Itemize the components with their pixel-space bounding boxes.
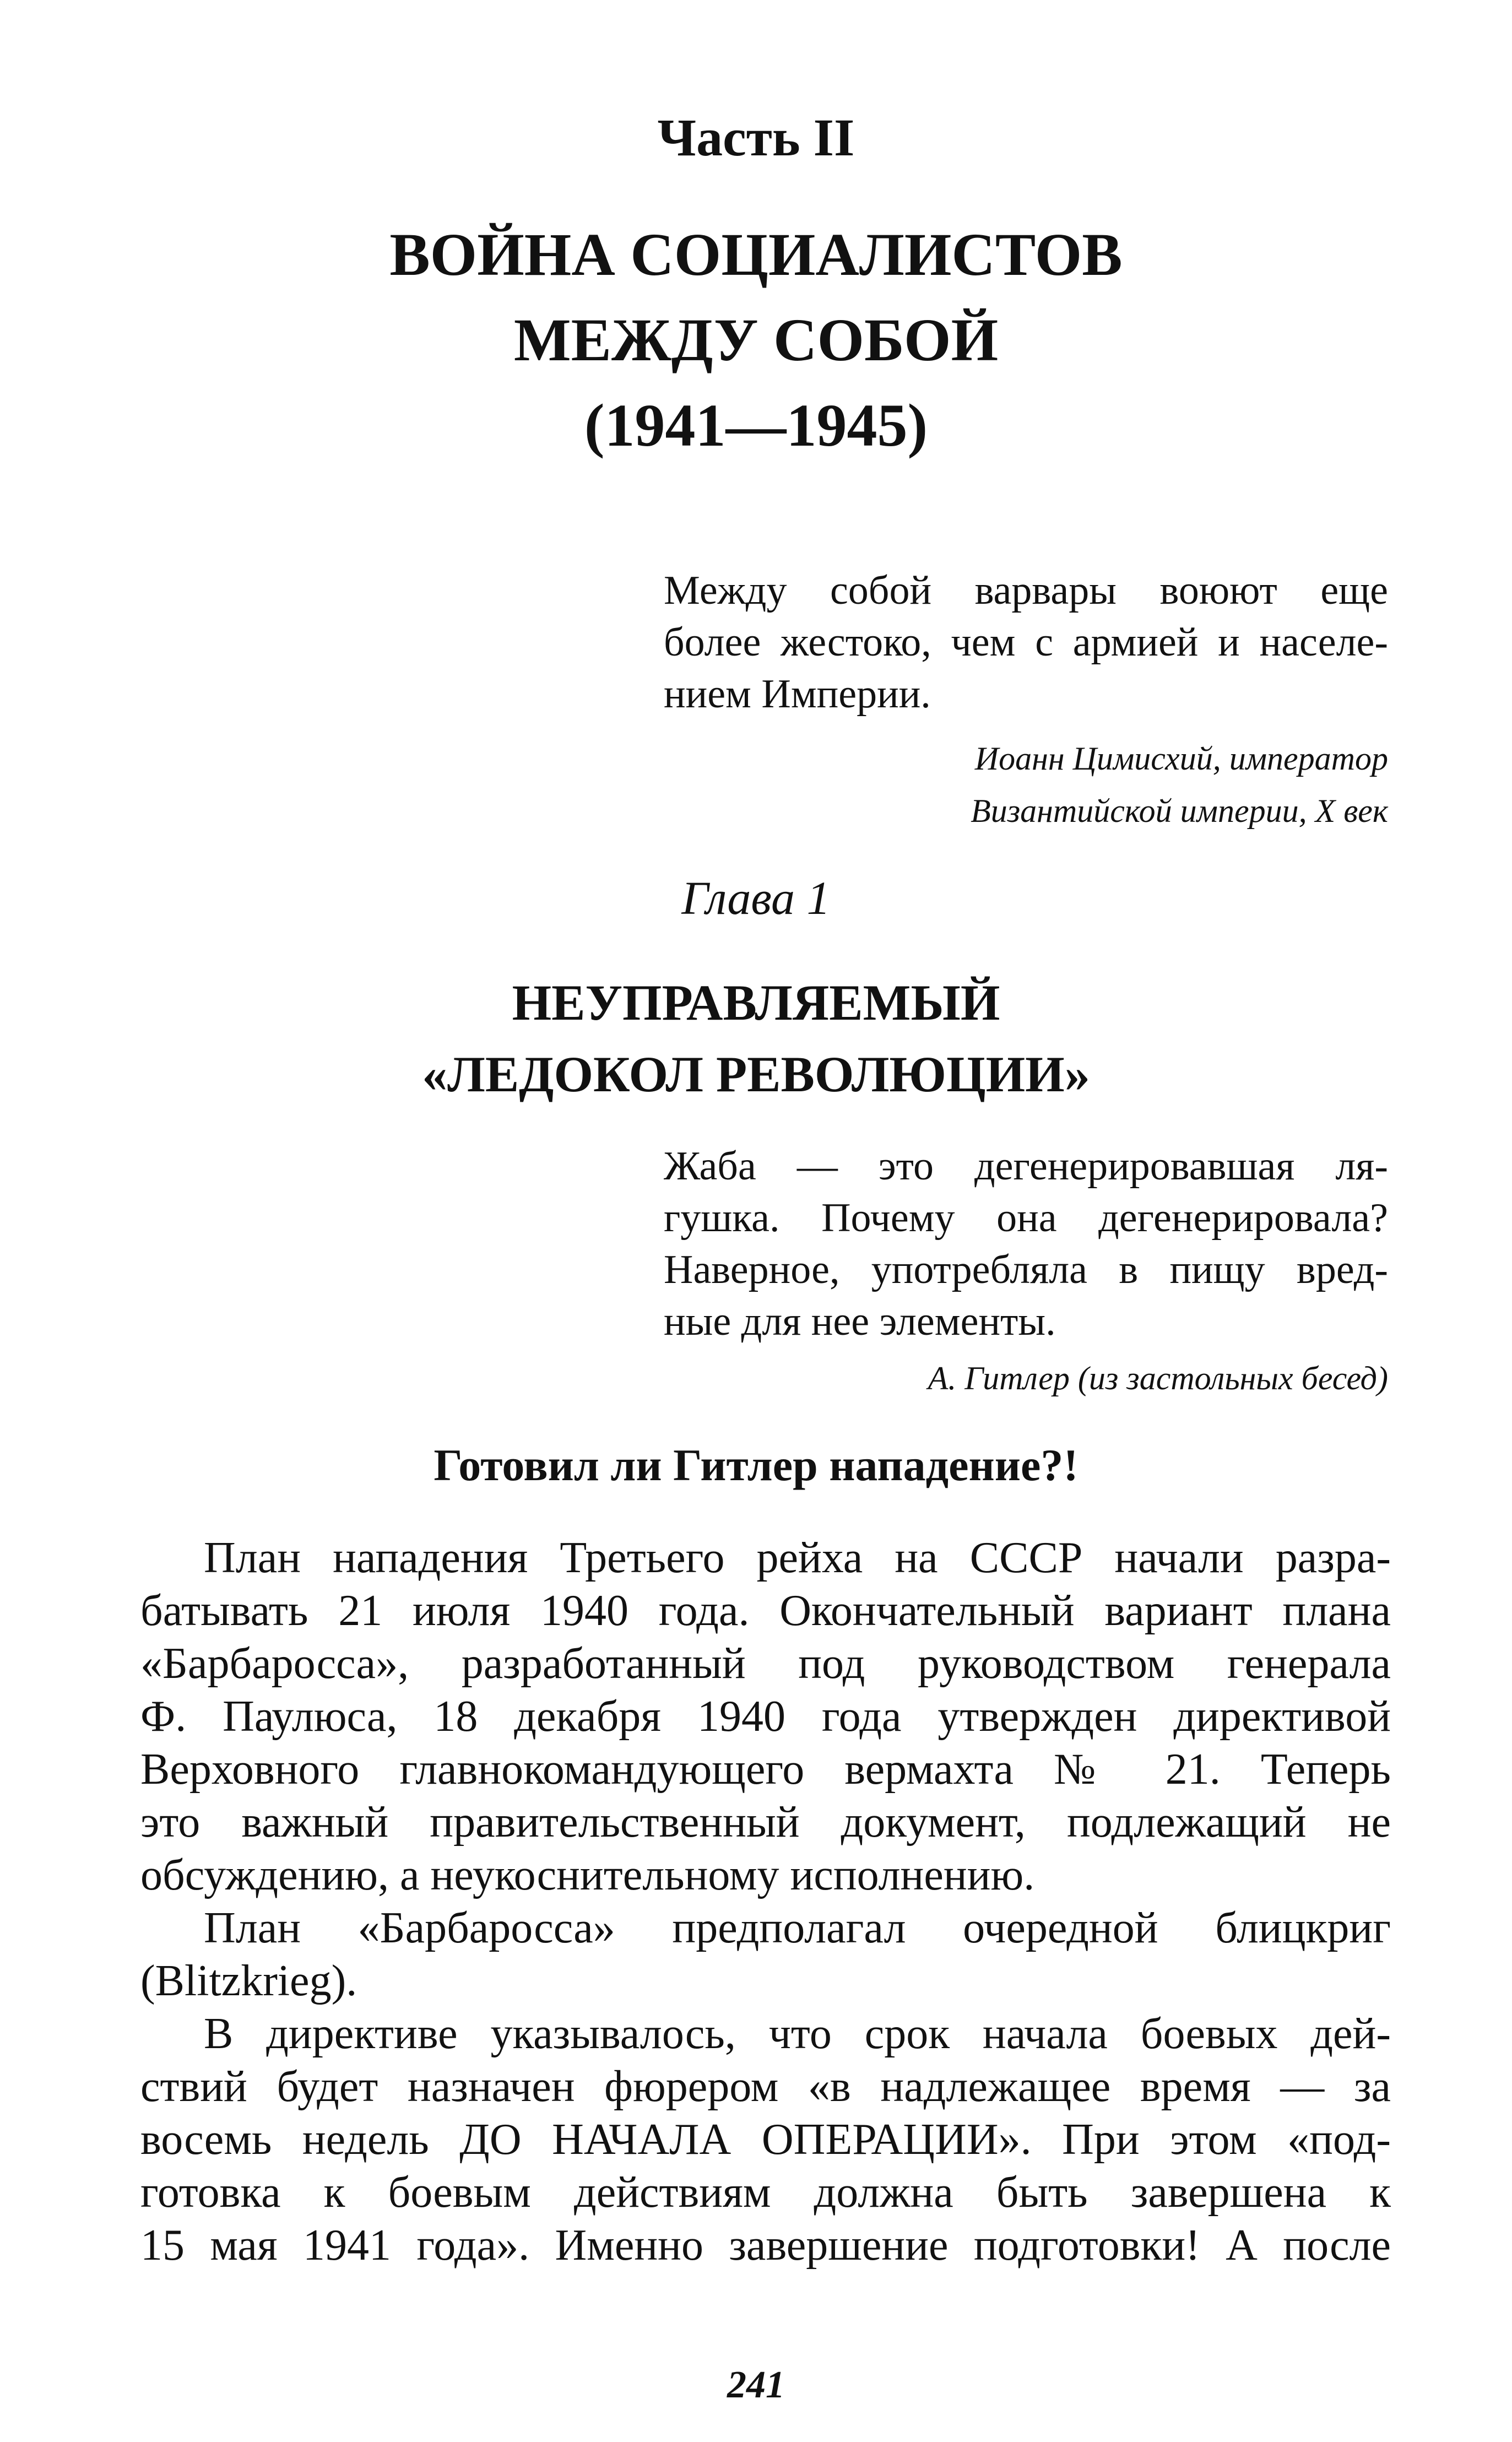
body-line: (Blitzkrieg). — [140, 1957, 357, 2005]
epigraph-2-attribution — [617, 1352, 1388, 1405]
body-line: готовка к боевым действиям должна быть завершена к — [140, 2168, 1391, 2217]
epigraph-line: Наверное, употребляла в пищу вред- — [664, 1247, 1388, 1292]
epigraph-2 — [664, 1140, 1388, 1347]
body-line: ствий будет назначен фюрером «в надлежащее время — за — [140, 2062, 1391, 2111]
body-line: «Барбаросса», разработанный под руководством генерала — [140, 1639, 1391, 1688]
epigraph-1-attribution — [617, 733, 1388, 837]
body-line: План нападения Третьего рейха на СССР начали разра- — [204, 1534, 1391, 1582]
chapter-title — [0, 967, 1512, 1110]
epigraph-line: более жестоко, чем с армией и населе- — [664, 620, 1388, 665]
page-number: 241 — [727, 2364, 785, 2406]
epigraph-1 — [664, 565, 1388, 720]
chapter-title-line: «ЛЕДОКОЛ РЕВОЛЮЦИИ» — [422, 1046, 1090, 1102]
body-line: План «Барбаросса» предполагал очередной блицкриг — [204, 1904, 1391, 1952]
attribution-line: Византийской империи, X век — [971, 793, 1388, 829]
body-line: Ф. Паулюса, 18 декабря 1940 года утвержден директивой — [140, 1692, 1391, 1741]
body-line: 15 мая 1941 года». Именно завершение подготовки! А после — [140, 2221, 1391, 2270]
chapter-title-line: НЕУПРАВЛЯЕМЫЙ — [512, 974, 1000, 1031]
epigraph-line: гушка. Почему она дегенерировала? — [664, 1195, 1388, 1241]
part-title-line: ВОЙНА СОЦИАЛИСТОВ — [389, 221, 1123, 288]
body-line: В директиве указывалось, что срок начала боевых дей- — [204, 2010, 1391, 2058]
body-line: батывать 21 июля 1940 года. Окончательный вариант плана — [140, 1587, 1391, 1635]
chapter-label: Глава 1 — [681, 871, 831, 924]
epigraph-line: нием Империи. — [664, 672, 931, 717]
attribution-line: А. Гитлер (из застольных бесед) — [928, 1360, 1388, 1396]
body-line: Верховного главнокомандующего вермахта № 21. Теперь — [140, 1745, 1391, 1794]
part-title-line: (1941—1945) — [584, 392, 928, 459]
body-line: это важный правительственный документ, подлежащий не — [140, 1798, 1391, 1847]
body-line: обсуждению, а неукоснительному исполнению. — [140, 1851, 1035, 1899]
attribution-line: Иоанн Цимисхий, император — [974, 740, 1388, 777]
part-title — [0, 212, 1512, 468]
section-heading: Готовил ли Гитлер нападение?! — [433, 1440, 1079, 1490]
epigraph-line: Жаба — это дегенерировавшая ля- — [664, 1144, 1388, 1189]
part-label: Часть II — [657, 108, 855, 167]
part-title-line: МЕЖДУ СОБОЙ — [513, 306, 999, 373]
body-text — [140, 1531, 1391, 2272]
body-line: восемь недель ДО НАЧАЛА ОПЕРАЦИИ». При этом «под- — [140, 2115, 1391, 2164]
epigraph-line: Между собой варвары воюют еще — [664, 568, 1388, 613]
epigraph-line: ные для нее элементы. — [664, 1299, 1056, 1344]
